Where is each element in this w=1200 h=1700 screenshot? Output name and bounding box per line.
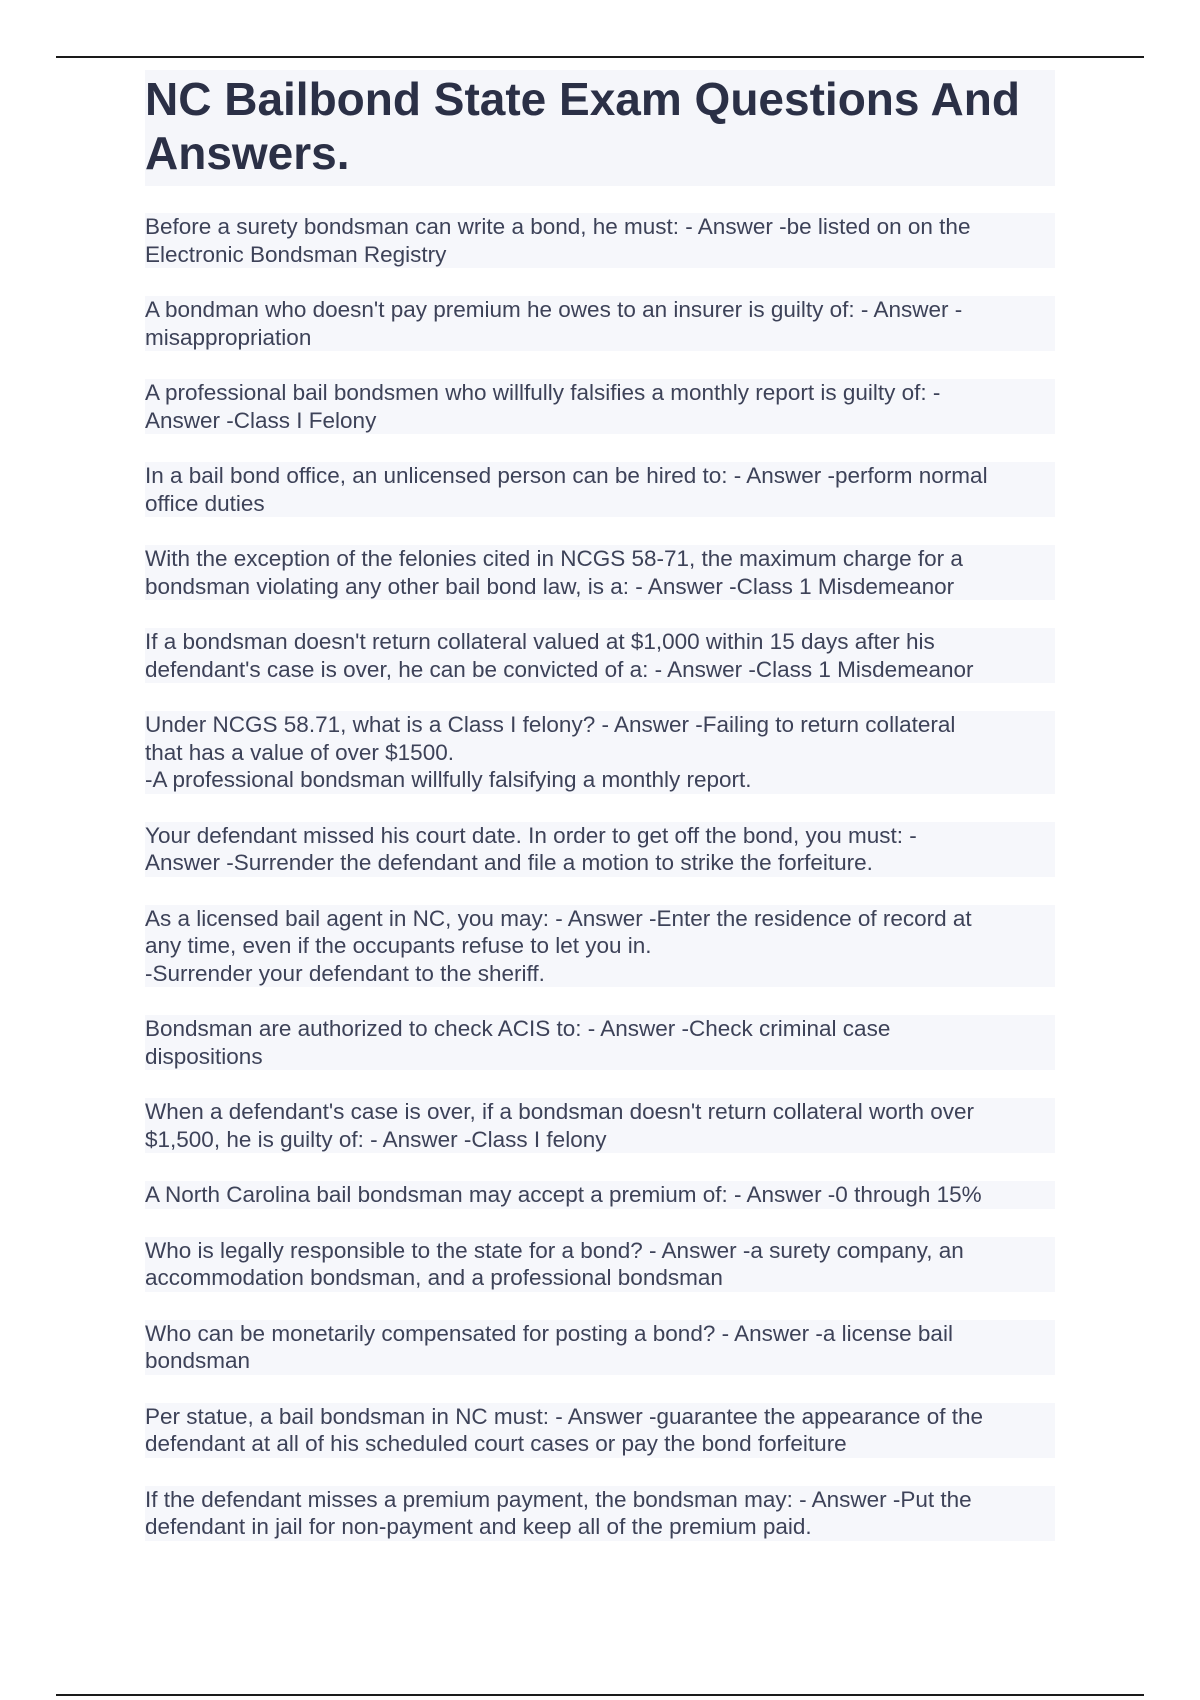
- qa-list: [145, 213, 1055, 1541]
- qa-line: dispositions: [145, 1043, 263, 1069]
- qa-line: accommodation bondsman, and a professional bondsman: [145, 1265, 723, 1290]
- qa-line: bondsman violating any other bail bond law, is a: - Answer -Class 1 Misdemeanor: [145, 573, 955, 599]
- qa-item: [145, 1320, 1055, 1375]
- bottom-rule: [56, 1694, 1144, 1696]
- qa-line: misappropriation: [145, 324, 312, 350]
- qa-line: When a defendant's case is over, if a bondsman doesn't return collateral worth over: [145, 1099, 975, 1124]
- qa-item: [145, 1015, 1055, 1070]
- qa-line: -Surrender your defendant to the sheriff.: [145, 960, 545, 986]
- qa-line: Electronic Bondsman Registry: [145, 241, 447, 267]
- qa-line: A bondman who doesn't pay premium he owes to an insurer is guilty of: - Answer -: [145, 297, 963, 322]
- qa-item: [145, 905, 1055, 988]
- qa-line: -A professional bondsman willfully falsifying a monthly report.: [145, 767, 752, 792]
- qa-line: If a bondsman doesn't return collateral valued at $1,000 within 15 days after his: [145, 629, 935, 654]
- qa-line: If the defendant misses a premium payment, the bondsman may: - Answer -Put the: [145, 1486, 972, 1512]
- qa-line: office duties: [145, 490, 265, 516]
- qa-item: [145, 1403, 1055, 1458]
- qa-line: With the exception of the felonies cited in NCGS 58-71, the maximum charge for a: [145, 546, 963, 571]
- qa-line: Before a surety bondsman can write a bond, he must: - Answer -be listed on on the: [145, 214, 971, 239]
- qa-item: [145, 822, 1055, 877]
- qa-item: [145, 462, 1055, 517]
- document-content: [145, 70, 1055, 1569]
- qa-line: any time, even if the occupants refuse to let you in.: [145, 933, 652, 958]
- qa-line: that has a value of over $1500.: [145, 739, 454, 765]
- qa-item: [145, 711, 1055, 794]
- qa-line: Under NCGS 58.71, what is a Class I felony? - Answer -Failing to return collateral: [145, 712, 956, 737]
- qa-line: As a licensed bail agent in NC, you may: - Answer -Enter the residence of record at: [145, 905, 972, 931]
- qa-line: Answer -Surrender the defendant and file a motion to strike the forfeiture.: [145, 850, 873, 875]
- qa-item: [145, 213, 1055, 268]
- qa-line: Your defendant missed his court date. In order to get off the bond, you must: -: [145, 822, 917, 848]
- qa-line: bondsman: [145, 1348, 251, 1373]
- qa-line: $1,500, he is guilty of: - Answer -Class I felony: [145, 1126, 607, 1152]
- qa-item: [145, 379, 1055, 434]
- page-title: NC Bailbond State Exam Questions And Answers.: [145, 70, 1055, 186]
- qa-line: In a bail bond office, an unlicensed person can be hired to: - Answer -perform normal: [145, 463, 988, 488]
- qa-item: [145, 1486, 1055, 1541]
- qa-line: Who can be monetarily compensated for posting a bond? - Answer -a license bail: [145, 1320, 953, 1346]
- qa-line: Who is legally responsible to the state for a bond? - Answer -a surety company, an: [145, 1237, 964, 1263]
- qa-item: [145, 1098, 1055, 1153]
- qa-line: defendant in jail for non-payment and keep all of the premium paid.: [145, 1514, 812, 1539]
- qa-item: [145, 628, 1055, 683]
- qa-line: A professional bail bondsmen who willfully falsifies a monthly report is guilty of: -: [145, 380, 941, 405]
- qa-line: defendant's case is over, he can be convicted of a: - Answer -Class 1 Misdemeanor: [145, 656, 974, 682]
- qa-line: Per statue, a bail bondsman in NC must: - Answer -guarantee the appearance of the: [145, 1403, 983, 1429]
- qa-line: Answer -Class I Felony: [145, 407, 377, 433]
- qa-item: [145, 296, 1055, 351]
- qa-line: defendant at all of his scheduled court cases or pay the bond forfeiture: [145, 1431, 847, 1456]
- qa-line: Bondsman are authorized to check ACIS to: - Answer -Check criminal case: [145, 1016, 891, 1041]
- qa-item: [145, 1237, 1055, 1292]
- top-rule: [56, 56, 1144, 58]
- qa-item: [145, 1181, 1055, 1209]
- qa-item: [145, 545, 1055, 600]
- qa-line: A North Carolina bail bondsman may accept a premium of: - Answer -0 through 15%: [145, 1182, 982, 1207]
